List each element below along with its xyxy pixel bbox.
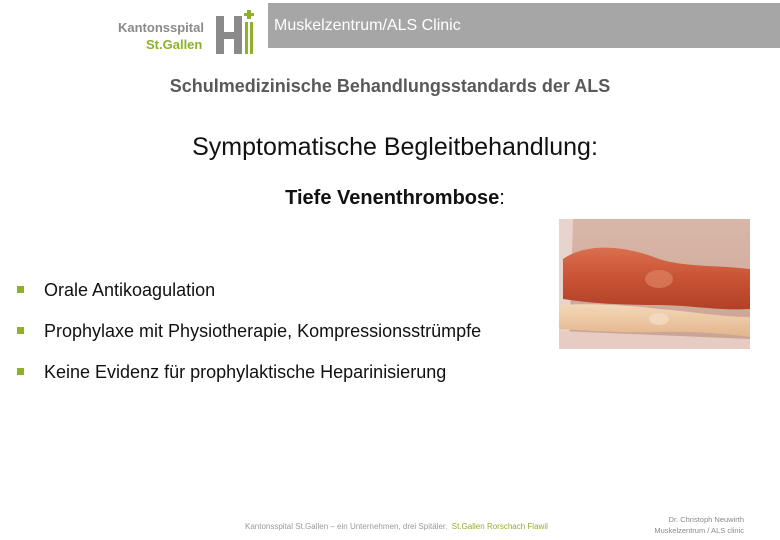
footer-site: Flawil bbox=[527, 522, 548, 531]
leg-thrombosis-photo bbox=[559, 219, 750, 349]
bullet-text: Prophylaxe mit Physiotherapie, Kompressionsstrümpfe bbox=[44, 321, 482, 341]
hospital-logo-mark bbox=[210, 8, 260, 58]
header-title: Muskelzentrum/ALS Clinic bbox=[274, 17, 461, 34]
topic-heading-text: Tiefe Venenthrombose bbox=[285, 187, 500, 209]
author-unit: Muskelzentrum / ALS clinic bbox=[654, 526, 744, 535]
header-bar bbox=[268, 3, 780, 48]
topic-heading-colon: : bbox=[499, 187, 505, 209]
bullet-text: Orale Antikoagulation bbox=[44, 280, 216, 300]
topic-heading bbox=[0, 187, 780, 210]
hospital-logo bbox=[118, 8, 268, 58]
author-name: Dr. Christoph Neuwirth bbox=[668, 515, 744, 524]
logo-line-2: St.Gallen bbox=[146, 37, 203, 52]
bullet-square-icon bbox=[17, 368, 24, 375]
slide-subtitle: Schulmedizinische Behandlungsstandards der ALS bbox=[169, 76, 611, 96]
bullet-text: Keine Evidenz für prophylaktische Heparinisierung bbox=[44, 362, 447, 382]
footer-site: Rorschach bbox=[486, 522, 526, 531]
footer-claim: Kantonsspital St.Gallen – ein Unternehmen, drei Spitäler. bbox=[245, 522, 448, 531]
footer-site: St.Gallen bbox=[451, 522, 485, 531]
footer bbox=[245, 522, 548, 531]
bullet-square-icon bbox=[17, 327, 24, 334]
slide-heading: Symptomatische Begleitbehandlung: bbox=[192, 133, 598, 161]
logo-line-1: Kantonsspital bbox=[118, 20, 204, 35]
author-info bbox=[654, 514, 744, 536]
bullet-square-icon bbox=[17, 286, 24, 293]
